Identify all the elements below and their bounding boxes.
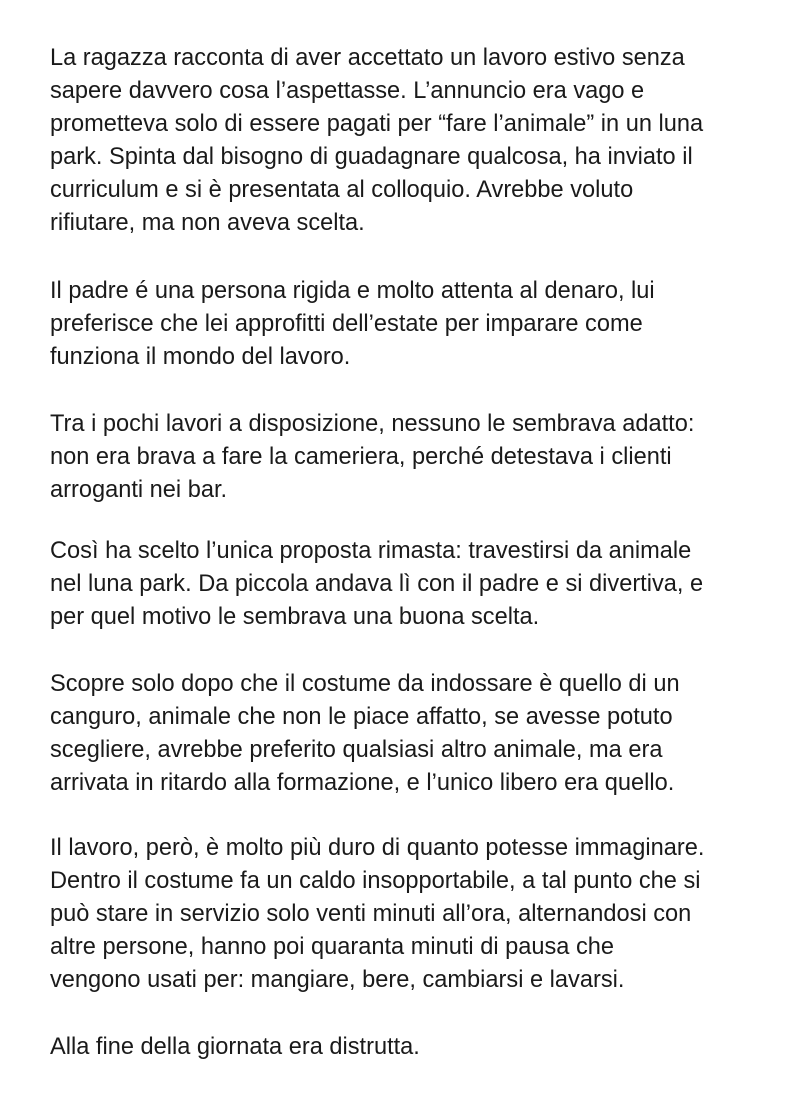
text-line: curriculum e si è presentata al colloquio. Avrebbe voluto [50,177,634,203]
text-line: può stare in servizio solo venti minuti all’ora, alternandosi con [50,901,692,927]
text-line: La ragazza racconta di aver accettato un lavoro estivo senza [50,45,685,71]
text-line: altre persone, hanno poi quaranta minuti di pausa che [50,934,615,960]
text-line: prometteva solo di essere pagati per “fare l’animale” in un luna [50,111,704,137]
text-line: Così ha scelto l’unica proposta rimasta: travestirsi da animale [50,538,692,564]
paragraph-job-options [50,408,694,507]
text-line: park. Spinta dal bisogno di guadagnare qualcosa, ha inviato il [50,144,693,170]
text-line: Il padre é una persona rigida e molto attenta al denaro, lui [50,278,655,304]
paragraph-choice [50,535,703,634]
text-line: per quel motivo le sembrava una buona scelta. [50,604,540,630]
text-line: vengono usati per: mangiare, bere, cambiarsi e lavarsi. [50,967,625,993]
text-line: preferisce che lei approfitti dell’estate per imparare come [50,311,643,337]
paragraph-father [50,275,655,374]
text-line: Dentro il costume fa un caldo insopportabile, a tal punto che si [50,868,701,894]
text-line: sapere davvero cosa l’aspettasse. L’annuncio era vago e [50,78,645,104]
text-line: scegliere, avrebbe preferito qualsiasi altro animale, ma era [50,737,663,763]
text-line: Scopre solo dopo che il costume da indossare è quello di un [50,671,680,697]
text-line: rifiutare, ma non aveva scelta. [50,210,365,236]
text-line: non era brava a fare la cameriera, perché detestava i clienti [50,444,672,470]
text-line: funziona il mondo del lavoro. [50,344,351,370]
paragraph-hard-work [50,832,704,997]
text-line: arrivata in ritardo alla formazione, e l’unico libero era quello. [50,770,675,796]
text-line: Alla fine della giornata era distrutta. [50,1034,420,1060]
paragraph-job-acceptance [50,42,703,240]
text-line: Il lavoro, però, è molto più duro di quanto potesse immaginare. [50,835,705,861]
text-line: canguro, animale che non le piace affatto, se avesse potuto [50,704,673,730]
text-line: arroganti nei bar. [50,477,228,503]
text-line: nel luna park. Da piccola andava lì con il padre e si divertiva, e [50,571,704,597]
text-line: Tra i pochi lavori a disposizione, nessuno le sembrava adatto: [50,411,695,437]
paragraph-costume [50,668,680,800]
paragraph-conclusion [50,1031,420,1064]
